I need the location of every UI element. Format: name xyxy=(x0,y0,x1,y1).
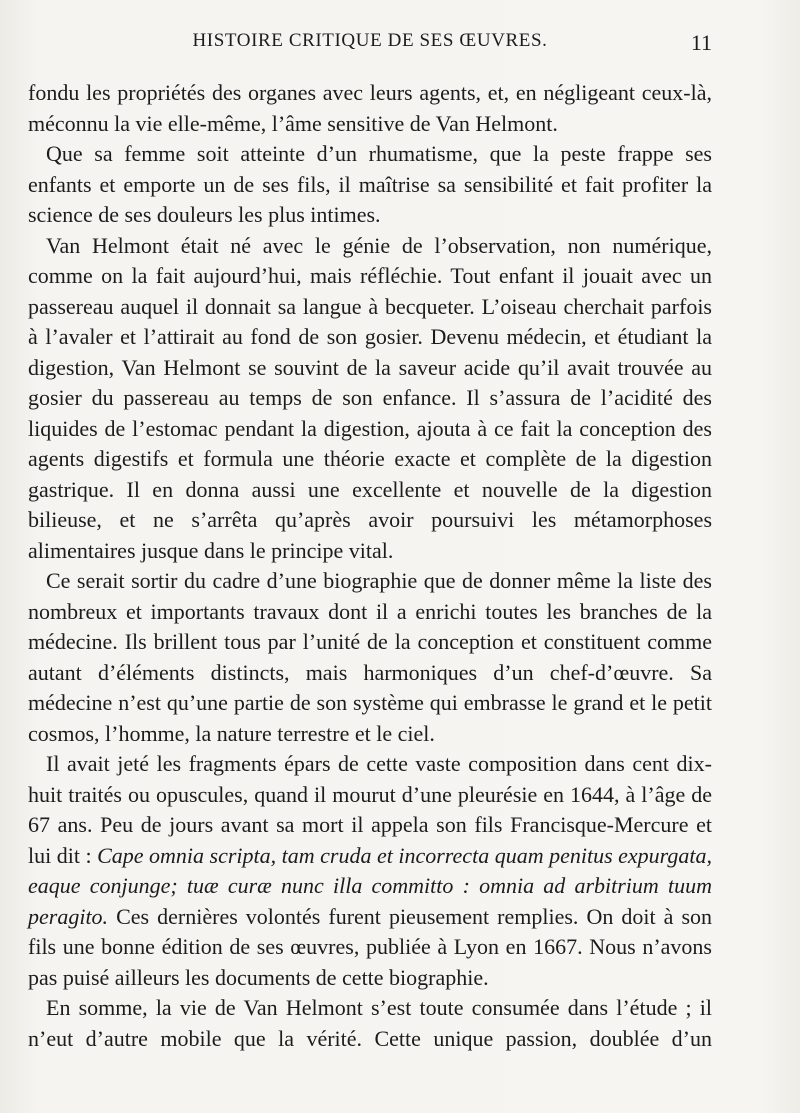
latin-quotation: Cape omnia scripta, tam cruda et incorrecta quam penitus expurgata, eaque conjunge; tuæ curæ nunc illa committo : omnia ad arbitrium tuum peragito. xyxy=(28,842,713,929)
paragraph-6: En somme, la vie de Van Helmont s’est toute consumée dans l’étude ; il n’eut d’autre mobile que la vérité. Cette unique passion, doublée d’un xyxy=(28,995,712,1051)
body-text xyxy=(28,78,712,1054)
paragraph-3: Van Helmont était né avec le génie de l’observation, non numérique, comme on la fait aujourd’hui, mais réfléchie. Tout enfant il jouait avec un passereau auquel il donnait sa langue à becqueter. L’oiseau cherchait parfois à l’avaler et l’attirait au fond de son gosier. Devenu médecin, et étudiant la digestion, Van Helmont se souvint de la saveur acide qu’il avait trouvée au gosier du passereau au temps de son enfance. Il s’assura de l’acidité des liquides de l’estomac pendant la digestion, ajouta à ce fait la conception des agents digestifs et formula une théorie exacte et complète de la digestion gastrique. Il en donna aussi une excellente et nouvelle de la digestion bilieuse, et ne s’arrêta qu’après avoir poursuivi les métamorphoses alimentaires jusque dans le principe vital. xyxy=(28,232,712,563)
paragraph-4: Ce serait sortir du cadre d’une biographie que de donner même la liste des nombreux et importants travaux dont il a enrichi toutes les branches de la médecine. Ils brillent tous par l’unité de la conception et constituent comme autant d’éléments distincts, mais harmoniques d’un chef-d’œuvre. Sa médecine n’est qu’une partie de son système qui embrasse le grand et le petit cosmos, l’homme, la nature terrestre et le ciel. xyxy=(28,568,712,746)
page-header xyxy=(28,30,712,60)
paragraph-5 xyxy=(28,749,712,993)
paragraph-1: fondu les propriétés des organes avec leurs agents, et, en négligeant ceux-là, méconnu la vie elle-même, l’âme sensitive de Van Helmont. xyxy=(28,80,712,136)
paragraph-5-text-a: Il avait jeté les fragments épars de cette vaste composition dans cent dix-huit traités ou opuscules, quand il mourut d’une pleurésie en 1644, à l’âge de 67 ans. Peu de jours avant sa mort il appela son fils Francisque-Mercure et lui dit : xyxy=(28,751,712,868)
running-title: HISTOIRE CRITIQUE DE SES ŒUVRES. xyxy=(192,30,548,51)
paragraph-2: Que sa femme soit atteinte d’un rhumatisme, que la peste frappe ses enfants et emporte un de ses fils, il maîtrise sa sensibilité et fait profiter la science de ses douleurs les plus intimes. xyxy=(28,141,712,227)
paragraph-5-text-b: Ces dernières volontés furent pieusement remplies. On doit à son fils une bonne édition de ses œuvres, publiée à Lyon en 1667. Nous n’avons pas puisé ailleurs les documents de cette biographie. xyxy=(28,903,713,990)
page-number: 11 xyxy=(690,30,712,55)
